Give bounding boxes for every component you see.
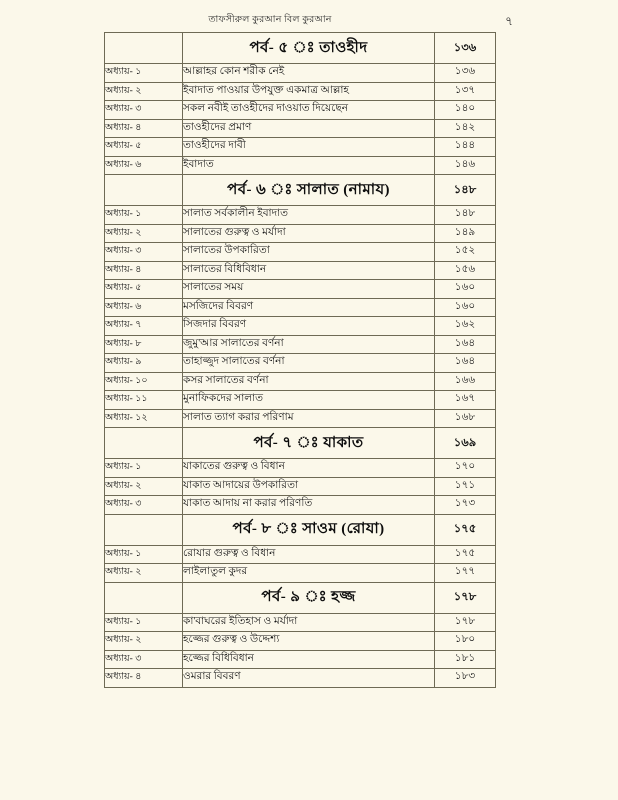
toc-chapter-row: [105, 545, 496, 564]
toc-chapter-title[interactable]: রোযার গুরুত্ব ও বিধান: [183, 545, 435, 564]
toc-chapter-row: [105, 459, 496, 478]
toc-part-spacer-cell: [105, 428, 183, 459]
toc-part-page-number: ১৭৮: [435, 582, 496, 613]
toc-chapter-page-number: ১৩৭: [435, 82, 496, 101]
toc-chapter-row: [105, 206, 496, 225]
toc-part-spacer-cell: [105, 33, 183, 64]
toc-part-page-number: ১৬৯: [435, 428, 496, 459]
toc-chapter-title[interactable]: মুনাফিকদের সালাত: [183, 391, 435, 410]
toc-part-page-number: ১৩৬: [435, 33, 496, 64]
toc-part-row: [105, 582, 496, 613]
toc-chapter-page-number: ১৬৭: [435, 391, 496, 410]
toc-chapter-number: অধ্যায়- ৩: [105, 101, 183, 120]
toc-chapter-number: অধ্যায়- ২: [105, 224, 183, 243]
toc-chapter-page-number: ১৮৩: [435, 669, 496, 688]
toc-part-row: [105, 175, 496, 206]
toc-chapter-page-number: ১৭৩: [435, 496, 496, 515]
toc-chapter-number: অধ্যায়- ১২: [105, 409, 183, 428]
toc-part-row: [105, 428, 496, 459]
toc-chapter-row: [105, 409, 496, 428]
toc-chapter-row: [105, 119, 496, 138]
toc-chapter-page-number: ১৬০: [435, 298, 496, 317]
toc-chapter-title[interactable]: যাকাতের গুরুত্ব ও বিধান: [183, 459, 435, 478]
toc-chapter-title[interactable]: তাহাজ্জুদ সালাতের বর্ণনা: [183, 354, 435, 373]
toc-part-spacer-cell: [105, 514, 183, 545]
toc-part-title[interactable]: পর্ব- ৬ ঃ সালাত (নামায): [183, 175, 435, 206]
toc-part-spacer-cell: [105, 582, 183, 613]
toc-chapter-page-number: ১৬৬: [435, 372, 496, 391]
toc-chapter-row: [105, 372, 496, 391]
table-of-contents: [104, 32, 495, 688]
toc-chapter-row: [105, 650, 496, 669]
toc-part-row: [105, 33, 496, 64]
toc-chapter-row: [105, 477, 496, 496]
toc-chapter-number: অধ্যায়- ২: [105, 82, 183, 101]
toc-chapter-row: [105, 156, 496, 175]
toc-chapter-page-number: ১৪৬: [435, 156, 496, 175]
toc-chapter-page-number: ১৭১: [435, 477, 496, 496]
toc-chapter-number: অধ্যায়- ৫: [105, 280, 183, 299]
toc-chapter-page-number: ১৫২: [435, 243, 496, 262]
toc-chapter-page-number: ১৪৪: [435, 138, 496, 157]
toc-chapter-title[interactable]: যাকাত আদায় না করার পরিণতি: [183, 496, 435, 515]
toc-part-page-number: ১৭৫: [435, 514, 496, 545]
toc-chapter-title[interactable]: ওমরার বিবরণ: [183, 669, 435, 688]
toc-chapter-page-number: ১৩৬: [435, 64, 496, 83]
toc-chapter-number: অধ্যায়- ২: [105, 564, 183, 583]
toc-chapter-row: [105, 613, 496, 632]
page-folio-number: ৭: [505, 14, 513, 28]
toc-chapter-number: অধ্যায়- ৮: [105, 335, 183, 354]
toc-chapter-title[interactable]: কা'বাঘরের ইতিহাস ও মর্যাদা: [183, 613, 435, 632]
toc-chapter-number: অধ্যায়- ২: [105, 477, 183, 496]
toc-part-row: [105, 514, 496, 545]
toc-chapter-page-number: ১৭৫: [435, 545, 496, 564]
toc-chapter-number: অধ্যায়- ৬: [105, 298, 183, 317]
toc-chapter-page-number: ১৬৪: [435, 354, 496, 373]
toc-chapter-title[interactable]: কসর সালাতের বর্ণনা: [183, 372, 435, 391]
toc-chapter-row: [105, 317, 496, 336]
toc-chapter-title[interactable]: সালাত সর্বকালীন ইবাদাত: [183, 206, 435, 225]
toc-chapter-title[interactable]: ইবাদাত পাওয়ার উপযুক্ত একমাত্র আল্লাহ: [183, 82, 435, 101]
toc-chapter-title[interactable]: হজ্জের গুরুত্ব ও উদ্দেশ্য: [183, 632, 435, 651]
toc-chapter-row: [105, 632, 496, 651]
toc-chapter-number: অধ্যায়- ৪: [105, 261, 183, 280]
toc-chapter-row: [105, 82, 496, 101]
toc-chapter-page-number: ১৭০: [435, 459, 496, 478]
toc-chapter-title[interactable]: আল্লাহর কোন শরীক নেই: [183, 64, 435, 83]
running-head-title: তাফসীরুল কুরআন বিল কুরআন: [208, 15, 332, 25]
toc-chapter-number: অধ্যায়- ৪: [105, 669, 183, 688]
toc-chapter-number: অধ্যায়- ৯: [105, 354, 183, 373]
toc-chapter-row: [105, 101, 496, 120]
toc-chapter-number: অধ্যায়- ১: [105, 545, 183, 564]
toc-chapter-page-number: ১৪৮: [435, 206, 496, 225]
toc-chapter-row: [105, 496, 496, 515]
toc-chapter-row: [105, 298, 496, 317]
toc-chapter-row: [105, 261, 496, 280]
toc-chapter-title[interactable]: লাইলাতুল কুদর: [183, 564, 435, 583]
toc-chapter-title[interactable]: তাওহীদের দাবী: [183, 138, 435, 157]
toc-chapter-row: [105, 564, 496, 583]
toc-chapter-row: [105, 224, 496, 243]
toc-chapter-page-number: ১৫৬: [435, 261, 496, 280]
toc-part-title[interactable]: পর্ব- ৮ ঃ সাওম (রোযা): [183, 514, 435, 545]
toc-chapter-title[interactable]: জুমু'আর সালাতের বর্ণনা: [183, 335, 435, 354]
toc-chapter-number: অধ্যায়- ৭: [105, 317, 183, 336]
toc-chapter-number: অধ্যায়- ৬: [105, 156, 183, 175]
toc-chapter-page-number: ১৪৯: [435, 224, 496, 243]
toc-chapter-title[interactable]: ইবাদাত: [183, 156, 435, 175]
toc-chapter-row: [105, 243, 496, 262]
toc-chapter-number: অধ্যায়- ১: [105, 206, 183, 225]
toc-chapter-number: অধ্যায়- ৩: [105, 496, 183, 515]
toc-chapter-title[interactable]: সালাতের সময়: [183, 280, 435, 299]
toc-chapter-page-number: ১৪০: [435, 101, 496, 120]
toc-chapter-row: [105, 669, 496, 688]
toc-chapter-title[interactable]: তাওহীদের প্রমাণ: [183, 119, 435, 138]
toc-chapter-page-number: ১৬২: [435, 317, 496, 336]
toc-chapter-page-number: ১৮০: [435, 632, 496, 651]
toc-chapter-title[interactable]: সালাত ত্যাগ করার পরিণাম: [183, 409, 435, 428]
toc-chapter-number: অধ্যায়- ৫: [105, 138, 183, 157]
toc-chapter-title[interactable]: হজ্জের বিধিবিধান: [183, 650, 435, 669]
toc-chapter-page-number: ১৬৪: [435, 335, 496, 354]
toc-chapter-title[interactable]: সালাতের উপকারিতা: [183, 243, 435, 262]
toc-chapter-page-number: ১৬০: [435, 280, 496, 299]
running-head: [0, 13, 618, 31]
toc-chapter-title[interactable]: সালাতের গুরুত্ব ও মর্যাদা: [183, 224, 435, 243]
toc-chapter-page-number: ১৭৭: [435, 564, 496, 583]
toc-part-title[interactable]: পর্ব- ৯ ঃ হজ্জ: [183, 582, 435, 613]
toc-chapter-row: [105, 391, 496, 410]
toc-chapter-page-number: ১৬৮: [435, 409, 496, 428]
toc-chapter-number: অধ্যায়- ২: [105, 632, 183, 651]
toc-chapter-title[interactable]: সিজদার বিবরণ: [183, 317, 435, 336]
toc-chapter-title[interactable]: মসজিদের বিবরণ: [183, 298, 435, 317]
toc-chapter-number: অধ্যায়- ১০: [105, 372, 183, 391]
toc-chapter-row: [105, 354, 496, 373]
toc-chapter-title[interactable]: যাকাত আদায়ের উপকারিতা: [183, 477, 435, 496]
toc-part-spacer-cell: [105, 175, 183, 206]
toc-chapter-title[interactable]: সকল নবীই তাওহীদের দাওয়াত দিয়েছেন: [183, 101, 435, 120]
toc-part-page-number: ১৪৮: [435, 175, 496, 206]
toc-chapter-row: [105, 64, 496, 83]
toc-chapter-number: অধ্যায়- ৪: [105, 119, 183, 138]
toc-chapter-row: [105, 335, 496, 354]
toc-part-title[interactable]: পর্ব- ৫ ঃ তাওহীদ: [183, 33, 435, 64]
toc-chapter-row: [105, 280, 496, 299]
toc-chapter-title[interactable]: সালাতের বিধিবিধান: [183, 261, 435, 280]
toc-chapter-number: অধ্যায়- ৩: [105, 243, 183, 262]
toc-chapter-page-number: ১৭৮: [435, 613, 496, 632]
toc-chapter-page-number: ১৮১: [435, 650, 496, 669]
toc-chapter-number: অধ্যায়- ৩: [105, 650, 183, 669]
toc-chapter-page-number: ১৪২: [435, 119, 496, 138]
toc-chapter-row: [105, 138, 496, 157]
toc-chapter-number: অধ্যায়- ১: [105, 613, 183, 632]
toc-chapter-number: অধ্যায়- ১১: [105, 391, 183, 410]
toc-table: [104, 32, 496, 688]
toc-chapter-number: অধ্যায়- ১: [105, 64, 183, 83]
toc-chapter-number: অধ্যায়- ১: [105, 459, 183, 478]
toc-part-title[interactable]: পর্ব- ৭ ঃ যাকাত: [183, 428, 435, 459]
